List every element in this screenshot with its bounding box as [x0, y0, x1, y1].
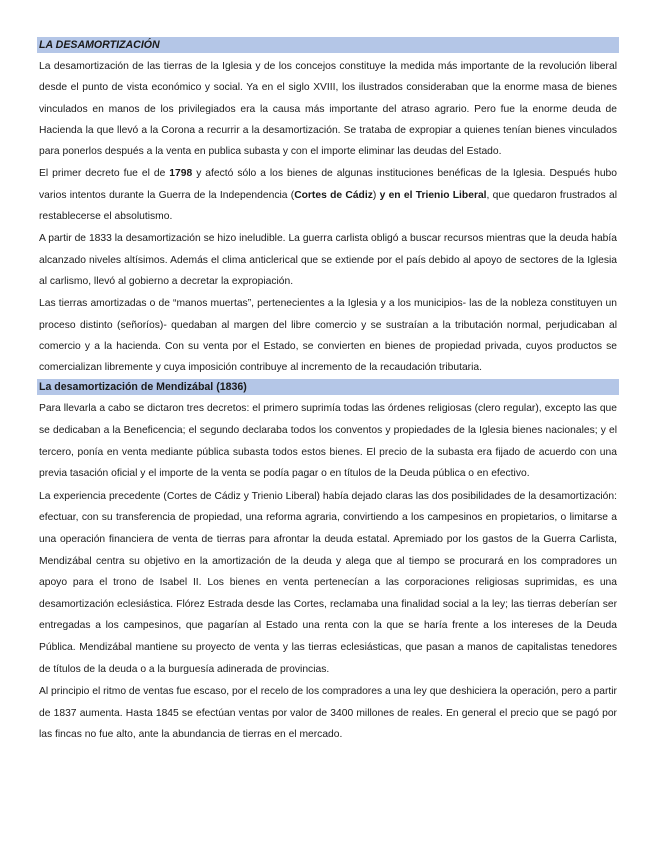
- paragraph-1833: A partir de 1833 la desamortización se hizo ineludible. La guerra carlista obligó a buscar recursos mientras que la deuda había alcanzado niveles altísimos. Además el clima anticlerical que se extiende por el país debido al apoyo de sectores de la Iglesia al carlismo, llevó al gobierno a decretar la expropiación.: [39, 233, 617, 287]
- text-segment: El primer decreto fue el de: [39, 168, 170, 180]
- paragraph-manos-muertas: Las tierras amortizadas o de “manos muertas”, pertenecientes a la Iglesia y a los municipios- las de la nobleza constituyen un proceso distinto (señoríos)- quedaban al margen del libre comercio y se sustraían a la tributación normal, perjudicaban al comercio y a la hacienda. Con su venta por el Estado, se convierten en bienes de propiedad privada, cuyos productos se comercializan libremente y cuya imposición contribuye al incremento de la recaudación tributaria.: [39, 298, 617, 374]
- paragraph-primer-decreto: [37, 163, 619, 227]
- text-segment: ): [372, 189, 380, 201]
- cortes-de-cadiz: Cortes de Cádiz: [294, 189, 373, 201]
- paragraph-experiencia: La experiencia precedente (Cortes de Cádiz y Trienio Liberal) había dejado claras las dos posibilidades de la desamortización: efectuar, con su transferencia de propiedad, una reforma agraria, convirtiendo a los campesinos en propietarios, o limitarse a una operación financiera de venta de tierras para afrontar la deuda estatal. Apremiado por los gastos de la Guerra Carlista, Mendizábal centra su objetivo en la amortización de la deuda y alega que al tiempo se procurará en los compradores un apoyo para el trono de Isabel II. Los bienes en venta pertenecían a las corporaciones religiosas suprimidas, es una desamortización eclesiástica. Flórez Estrada desde las Cortes, reclamaba una finalidad social a la ley; las tierras deberían ser entregadas a los campesinos, que pagarían al Estado una renta con la que se haría frente a los intereses de la Deuda Pública. Mendizábal mantiene su proyecto de venta y las tierras eclesiásticas, que pasan a manos de capitalistas tenedores de títulos de la deuda o a la burguesía adinerada de provincias.: [39, 490, 617, 675]
- paragraph-intro: La desamortización de las tierras de la Iglesia y de los concejos constituye la medida más importante de la revolución liberal desde el punto de vista económico y social. Ya en el siglo XVIII, los ilustrados consideraban que la enorme masa de bienes vinculados en manos de los privilegiados era la causa más importante del atraso agrario. Pero fue la enorme deuda de Hacienda la que llevó a la Corona a recurrir a la desamortización. Se trataba de expropiar a quienes tenían bienes vinculados para ponerlos después a la venta en publica subasta y con el importe eliminar las deudas del Estado.: [39, 61, 617, 158]
- section-heading-mendizabal: La desamortización de Mendizábal (1836): [37, 379, 619, 395]
- paragraph-ritmo-ventas: Al principio el ritmo de ventas fue escaso, por el recelo de los compradores a una ley que deshiciera la operación, pero a partir de 1837 aumenta. Hasta 1845 se efectúan ventas por valor de 3400 millones de reales. En general el precio que se pagó por las fincas no fue alto, ante la abundancia de tierras en el mercado.: [39, 686, 617, 741]
- trienio-liberal: y en el Trienio Liberal: [379, 189, 487, 201]
- section-heading-desamortizacion: LA DESAMORTIZACIÓN: [37, 37, 619, 53]
- year-1798: 1798: [169, 168, 193, 180]
- text-segment: , que quedaron frustrados al restablecerse el absolutismo.: [39, 189, 618, 223]
- paragraph-decretos: Para llevarla a cabo se dictaron tres decretos: el primero suprimía todas las órdenes religiosas (clero regular), excepto las que se dedicaban a la Beneficencia; el segundo declaraba todos los conventos y propiedades de la Iglesia bienes nacionales; y el tercero, ponía en venta mediante pública subasta todos estos bienes. El precio de la subasta era fijado de acuerdo con una previa tasación oficial y el importe de la venta se podía pagar o en títulos de la Deuda pública o en efectivo.: [39, 403, 617, 480]
- text-segment: y afectó sólo a los bienes de algunas instituciones benéficas de la Iglesia. Después hubo varios intentos durante la Guerra de la Independencia (: [39, 168, 618, 201]
